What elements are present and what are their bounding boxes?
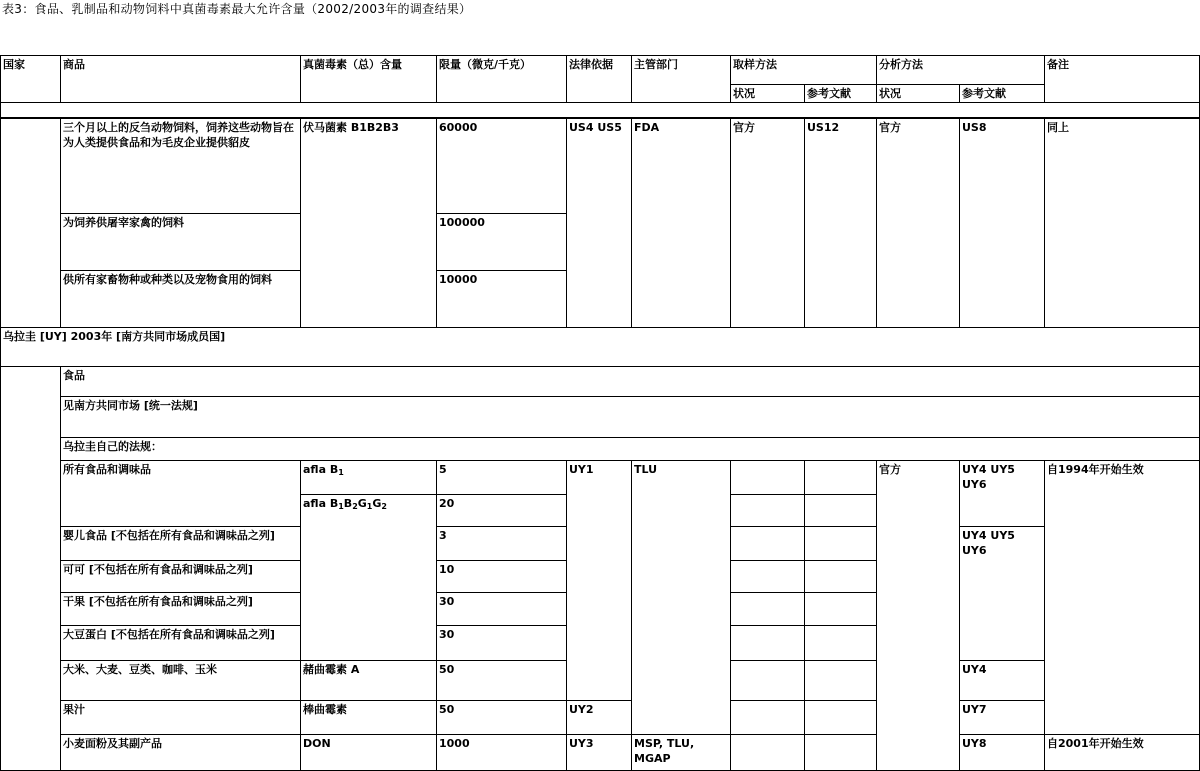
uy-limit-r4: 10 [437, 561, 567, 593]
us-country-cell [1, 118, 61, 328]
uy-sampling-status-r2 [731, 495, 805, 527]
uy-sampling-ref-r7 [805, 661, 877, 701]
uy-limit-r2: 20 [437, 495, 567, 527]
header-limit: 限量（微克/千克） [437, 56, 567, 103]
header-analysis-method: 分析方法 [877, 56, 1045, 85]
uy-sampling-ref-r8 [805, 701, 877, 735]
uy-food-label: 食品 [61, 367, 1200, 397]
header-analysis-reference: 参考文献 [960, 85, 1045, 103]
uy-sampling-ref-r3 [805, 527, 877, 561]
uy-limit-r3: 3 [437, 527, 567, 561]
uy-toxin-afla-b1: afla $B_1$ [301, 461, 437, 495]
uy-product-dried-fruit: 干果 [不包括在所有食品和调味品之列] [61, 593, 301, 626]
header-analysis-status: 状况 [877, 85, 960, 103]
uy-sampling-status-r3 [731, 527, 805, 561]
us-limit-1: 60000 [437, 118, 567, 214]
uy-sampling-ref-r4 [805, 561, 877, 593]
header-product: 商品 [61, 56, 301, 103]
uy-sampling-status-r9 [731, 735, 805, 771]
uy-limit-r1: 5 [437, 461, 567, 495]
us-remarks: 同上 [1045, 118, 1200, 328]
header-sampling-reference: 参考文献 [805, 85, 877, 103]
uy-legal-uy3: UY3 [567, 735, 632, 771]
us-analysis-reference: US8 [960, 118, 1045, 328]
uy-sampling-status-r1 [731, 461, 805, 495]
uy-analysis-ref-r9: UY8 [960, 735, 1045, 771]
us-sampling-reference: US12 [805, 118, 877, 328]
uy-product-juice: 果汁 [61, 701, 301, 735]
uy-analysis-ref-r1: UY4 UY5 UY6 [960, 461, 1045, 527]
us-sampling-status: 官方 [731, 118, 805, 328]
uy-limit-r7: 50 [437, 661, 567, 701]
uy-legal-uy2: UY2 [567, 701, 632, 735]
header-toxin: 真菌毒素（总）含量 [301, 56, 437, 103]
uy-product-cocoa: 可可 [不包括在所有食品和调味品之列] [61, 561, 301, 593]
uy-sampling-status-r5 [731, 593, 805, 626]
header-authority: 主管部门 [632, 56, 731, 103]
uy-toxin-ochratoxin: 赭曲霉素 A [301, 661, 437, 701]
uy-toxin-don: DON [301, 735, 437, 771]
uy-product-grains: 大米、大麦、豆类、咖啡、玉米 [61, 661, 301, 701]
uy-product-wheat-flour: 小麦面粉及其副产品 [61, 735, 301, 771]
uy-sampling-status-r6 [731, 626, 805, 661]
uy-sampling-ref-r1 [805, 461, 877, 495]
uy-product-baby-food: 婴儿食品 [不包括在所有食品和调味品之列] [61, 527, 301, 561]
uy-product-all-foods: 所有食品和调味品 [61, 461, 301, 527]
uy-legal-uy1: UY1 [567, 461, 632, 701]
uy-sampling-ref-r9 [805, 735, 877, 771]
uy-sampling-status-r4 [731, 561, 805, 593]
header-sampling-status: 状况 [731, 85, 805, 103]
us-limit-2: 100000 [437, 214, 567, 271]
table-caption: 表3：食品、乳制品和动物饲料中真菌毒素最大允许含量（2002/2003年的调查结果） [2, 2, 472, 16]
uy-limit-r9: 1000 [437, 735, 567, 771]
uy-remarks-r1: 自1994年开始生效 [1045, 461, 1200, 735]
uy-section-heading: 乌拉圭 [UY] 2003年 [南方共同市场成员国] [1, 328, 1200, 367]
uy-analysis-ref-r8: UY7 [960, 701, 1045, 735]
header-legal-basis: 法律依据 [567, 56, 632, 103]
uy-toxin-patulin: 棒曲霉素 [301, 701, 437, 735]
us-feed-poultry: 为饲养供屠宰家禽的饲料 [61, 214, 301, 271]
us-legal-basis: US4 US5 [567, 118, 632, 328]
us-limit-3: 10000 [437, 271, 567, 328]
uy-product-soy-protein: 大豆蛋白 [不包括在所有食品和调味品之列] [61, 626, 301, 661]
header-remarks: 备注 [1045, 56, 1200, 103]
uy-sampling-ref-r6 [805, 626, 877, 661]
us-toxin: 伏马菌素 B1B2B3 [301, 118, 437, 328]
uy-analysis-ref-r3: UY4 UY5 UY6 [960, 527, 1045, 661]
uy-sampling-status-r8 [731, 701, 805, 735]
us-feed-ruminants: 三个月以上的反刍动物饲料，饲养这些动物旨在为人类提供食品和为毛皮企业提供貂皮 [61, 118, 301, 214]
uy-authority-tlu: TLU [632, 461, 731, 735]
uy-sampling-ref-r2 [805, 495, 877, 527]
uy-mercosur-note: 见南方共同市场 [统一法规] [61, 397, 1200, 438]
us-feed-livestock-pets: 供所有家畜物种或种类以及宠物食用的饲料 [61, 271, 301, 328]
uy-sampling-status-r7 [731, 661, 805, 701]
uy-authority-r9: MSP, TLU, MGAP [632, 735, 731, 771]
us-authority: FDA [632, 118, 731, 328]
us-analysis-status: 官方 [877, 118, 960, 328]
header-country: 国家 [1, 56, 61, 103]
uy-sampling-ref-r5 [805, 593, 877, 626]
header-sampling-method: 取样方法 [731, 56, 877, 85]
uy-toxin-afla-sum: afla $B_1B_2G_1G_2$ [301, 495, 437, 661]
header-spacer-row [1, 103, 1200, 118]
uy-remarks-r9: 自2001年开始生效 [1045, 735, 1200, 771]
mycotoxin-limits-table [0, 55, 1200, 771]
uy-limit-r8: 50 [437, 701, 567, 735]
uy-own-regulation: 乌拉圭自己的法规： [61, 438, 1200, 461]
uy-limit-r6: 30 [437, 626, 567, 661]
uy-country-cell [1, 367, 61, 771]
uy-analysis-status: 官方 [877, 461, 960, 771]
uy-analysis-ref-r7: UY4 [960, 661, 1045, 701]
uy-limit-r5: 30 [437, 593, 567, 626]
